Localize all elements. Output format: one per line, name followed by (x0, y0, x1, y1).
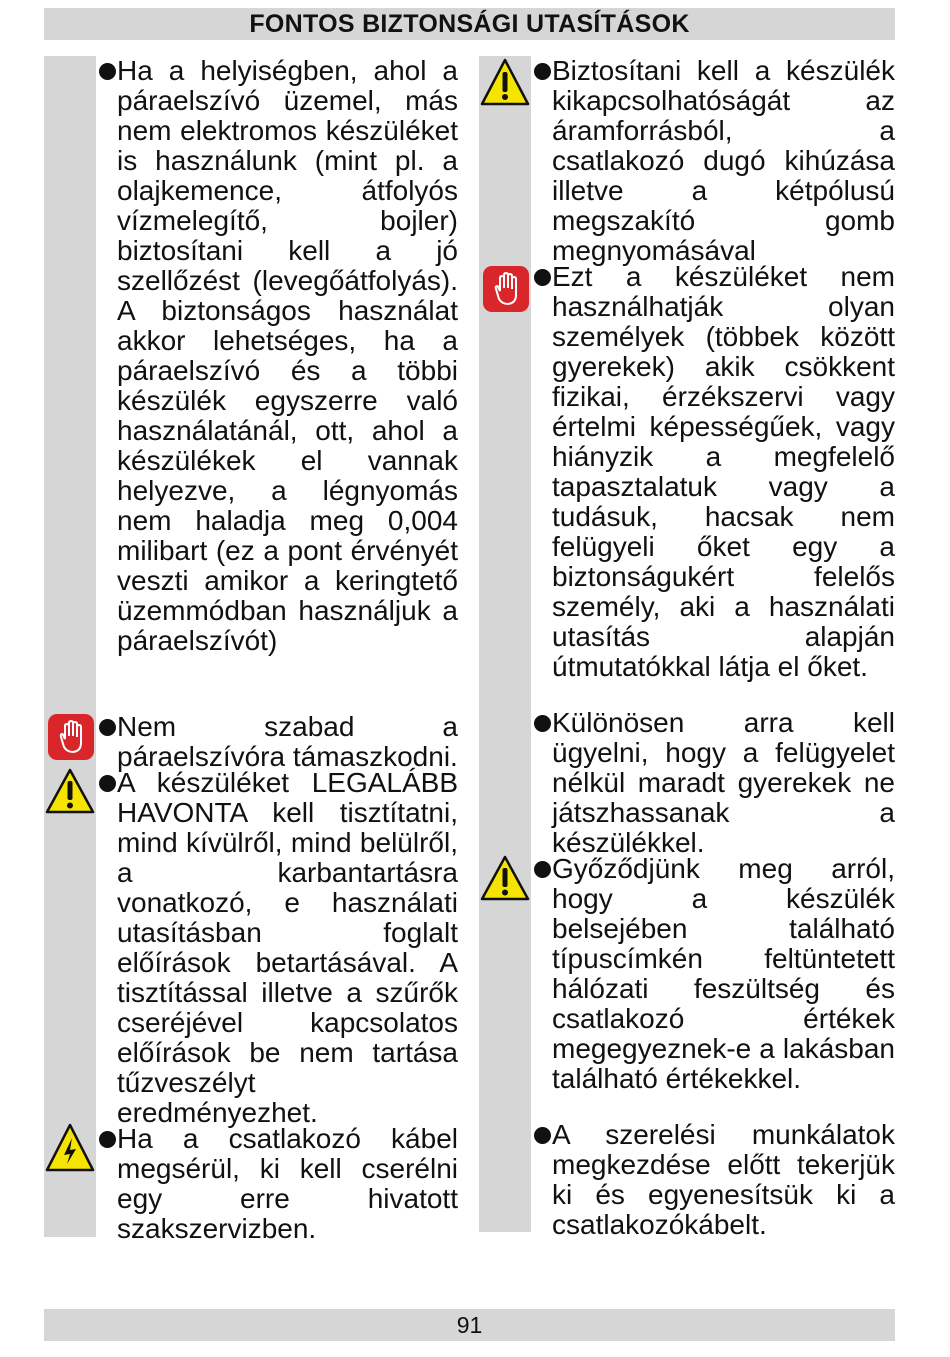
left-icon-gutter (44, 56, 96, 1237)
list-item (98, 711, 458, 772)
bullet-icon (99, 1131, 116, 1148)
list-item (533, 707, 895, 858)
bullet-icon (99, 63, 116, 80)
right-icon-gutter (479, 56, 531, 1232)
page-number: 91 (456, 1311, 483, 1338)
item-text: A készüléket LEGALÁBB HAVONTA kell tisztítatni, mind kívülről, mind belülről, a karbantartásra vonatkozó, e használati utasításban foglalt előírások betartásával. A tisztítással illetve a szűrők cseréjével kapcsolatos előírások be nem tartása tűzveszélyt eredményezhet. (117, 767, 458, 1128)
item-text: A szerelési munkálatok megkezdése előtt tekerjük ki és egyenesítsük ki a csatlakozókábelt. (552, 1119, 895, 1240)
hand-stop-icon (482, 265, 530, 313)
item-text: Különösen arra kell ügyelni, hogy a felügyelet nélkül maradt gyerekek ne játszhassanak a készülékkel. (552, 707, 895, 858)
hand-stop-icon (47, 713, 95, 761)
list-item (533, 1120, 895, 1240)
page-footer (44, 1309, 895, 1341)
warning-exclamation-icon (45, 768, 95, 814)
item-text: Győződjünk meg arról, hogy a készülék belsejében található típuscímkén feltüntetett hálózati feszültség és csatlakozó értékek megegyeznek-e a lakásban található értékekkel. (552, 853, 895, 1094)
bullet-icon (534, 715, 551, 732)
left-column (98, 56, 458, 1244)
item-text: Biztosítani kell a készülék kikapcsolhatóságát az áramforrásból, a csatlakozó dugó kihúzása illetve a kétpólusú megszakító gomb megnyomásával (552, 55, 895, 266)
item-text: Ha a helyiségben, ahol a páraelszívó üzemel, más nem elektromos készüléket is használunk (mint pl. a olajkemence, átfolyós vízmelegítő, bojler) biztosítani kell a jó szellőzést (levegőátfolyás). A biztonságos használat akkor lehetséges, ha a páraelszívó és a többi készülék egyszerre való használatánál, ott, ahol a készülékek el vannak helyezve, a légnyomás nem haladja meg 0,004 milibart (ez a pont érvényét veszti amikor a keringtető üzemmódban használjuk a páraelszívót) (117, 55, 458, 656)
bullet-icon (534, 1127, 551, 1144)
bullet-icon (534, 63, 551, 80)
bullet-icon (99, 775, 116, 792)
bullet-icon (99, 719, 116, 736)
item-text: Ezt a készüléket nem használhatják olyan személyek (többek között gyerekek) akik csökkent fizikai, érzékszervi vagy értelmi képességűek, vagy hiányzik a megfelelő tapasztalatuk vagy a tudásuk, hacsak nem felügyeli őket egy a biztonságukért felelős személy, aki a használati utasítás alapján útmutatókkal látja el őket. (552, 261, 895, 682)
list-item (533, 854, 895, 1120)
warning-exclamation-icon (480, 855, 530, 901)
header-title: FONTOS BIZTONSÁGI UTASÍTÁSOK (249, 9, 690, 38)
right-column (533, 56, 895, 1240)
bullet-icon (534, 269, 551, 286)
item-text: Ha a csatlakozó kábel megsérül, ki kell cserélni egy erre hivatott szakszervizben. (117, 1123, 458, 1244)
warning-exclamation-icon (480, 58, 530, 106)
list-item (98, 1124, 458, 1244)
page-header (44, 8, 895, 40)
list-item (533, 55, 895, 266)
list-item (98, 767, 458, 1128)
bullet-icon (534, 861, 551, 878)
item-text: Nem szabad a páraelszívóra támaszkodni. (117, 711, 458, 772)
list-item (533, 262, 895, 708)
electric-hazard-icon (45, 1123, 95, 1173)
list-item (98, 56, 458, 712)
